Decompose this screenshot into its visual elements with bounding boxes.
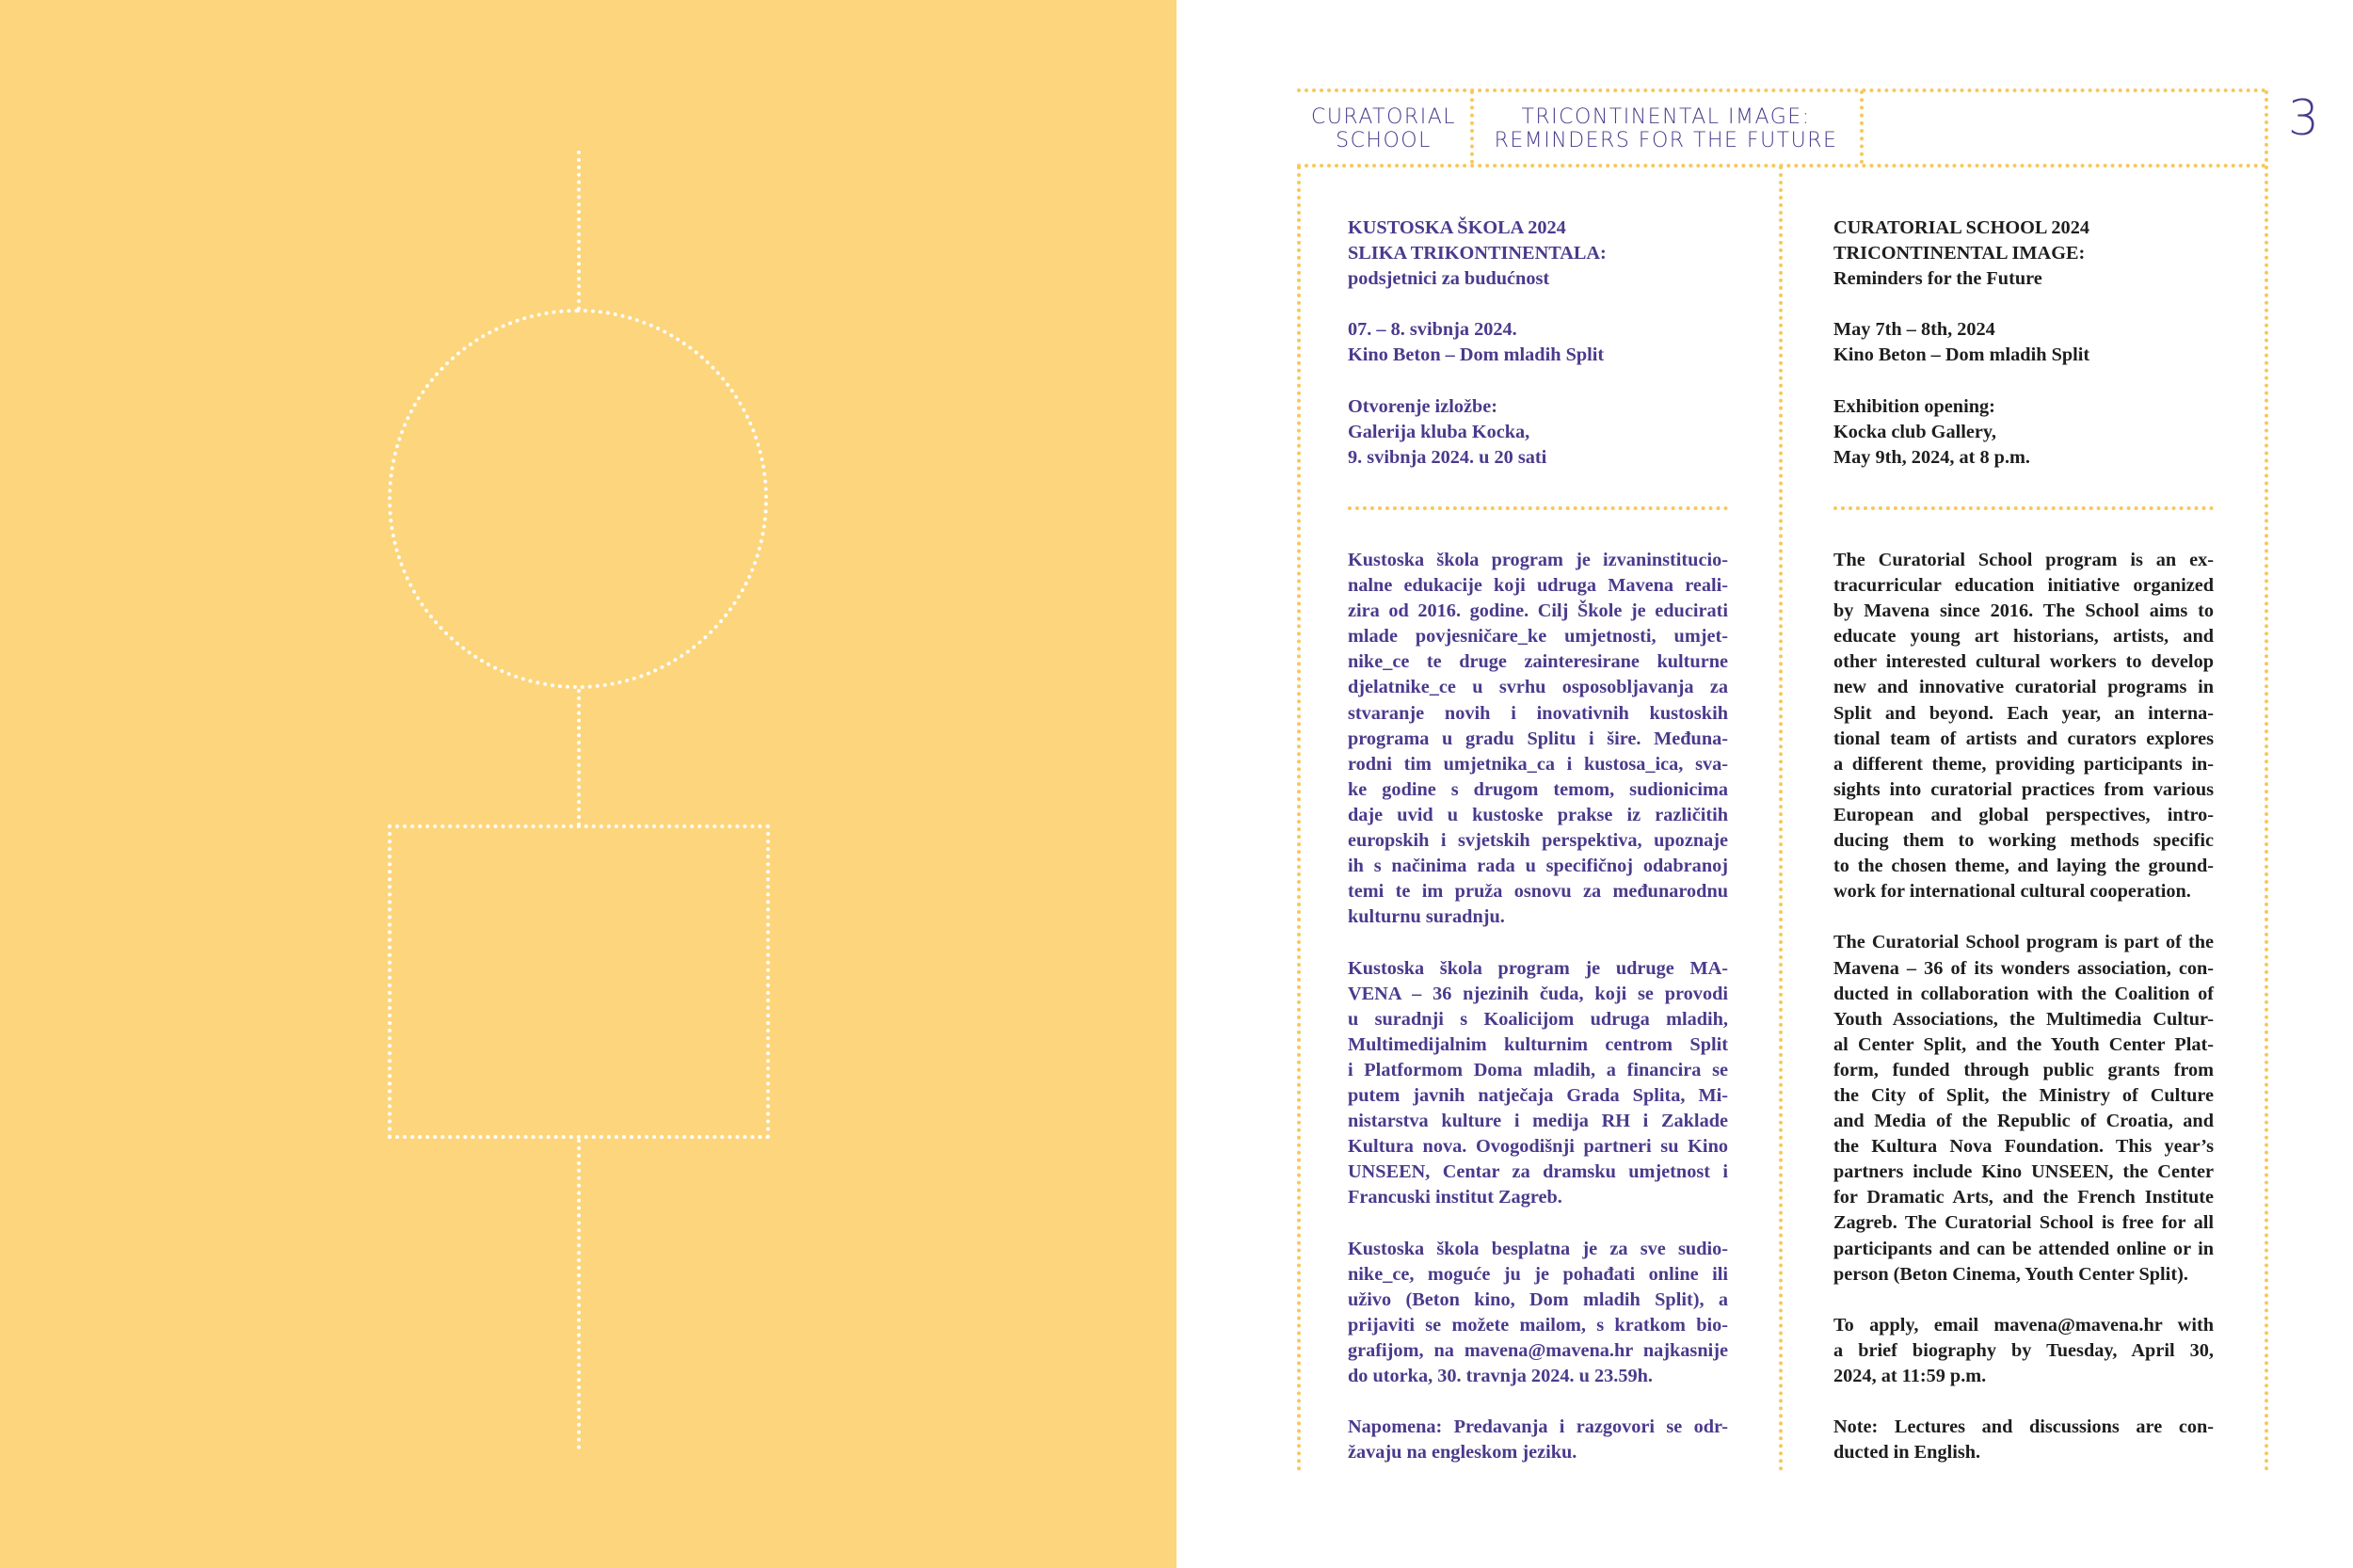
hr-paragraph-1: Kustoska škola program je izvaninstitucio- nalne edukacije koji udruga Mavena reali- zira od 2016. godine. Cilj Škole je educirati mlade povjesničare_ke umjetnosti, umjet- nike_ce te druge zainteresirane kulturne djelatnike_ce u svrhu osposobljavanja za stvaranje novih i inovativnih kustoskih programa u gradu Splitu i šire. Međuna- rodni tim umjetnika_ca i kustosa_ica, sva- ke godine s drugom temom, sudionicima daje uvid u kustoske prakse iz različitih europskih i svjetskih perspektiva, upoznaje ih s načinima rada u specifičnoj odabranoj temi te im pruža osnovu za međunarodnu kulturnu suradnju. <box>1348 550 1728 928</box>
hr-opening-3: 9. svibnja 2024. u 20 sati <box>1348 446 1547 468</box>
hr-heading-3: podsjetnici za budućnost <box>1348 268 1550 290</box>
frame-right-border <box>2265 90 2268 1472</box>
hr-dates-2: Kino Beton – Dom mladih Split <box>1348 344 1605 366</box>
dotted-line-top <box>577 151 581 311</box>
croatian-column-body <box>1348 548 1728 1465</box>
hr-paragraph-3: Kustoska škola besplatna je za sve sudio- nike_ce, moguće ju je pohađati online ili uživo (Beton kino, Dom mladih Split), a prijaviti se možete mailom, s kratkom bio- grafijom, na mavena@mavena.hr najkasnije do utorka, 30. travnja 2024. u 23.59h. <box>1348 1238 1728 1386</box>
en-paragraph-2: The Curatorial School program is part of the Mavena – 36 of its wonders association, con- ducted in collaboration with the Coalition of Youth Associations, the Multimedia Cultur- al Center Split, and the Youth Center Plat- form, funded through public grants from the City of Split, the Ministry of Culture and Media of the Republic of Croatia, and the Kultura Nova Foundation. This year’s partners include Kino UNSEEN, the Center for Dramatic Arts, and the French Institute Zagreb. The Curatorial School is free for all participants and can be attended online or in person (Beton Cinema, Youth Center Split). <box>1833 932 2214 1285</box>
hr-paragraph-4: Napomena: Predavanja i razgovori se odr- žavaju na engleskom jeziku. <box>1348 1416 1728 1464</box>
en-opening-3: May 9th, 2024, at 8 p.m. <box>1833 446 2031 468</box>
hr-heading-1: KUSTOSKA ŠKOLA 2024 <box>1348 217 1566 238</box>
en-paragraph-1: The Curatorial School program is an ex- tracurricular education initiative organized by Mavena since 2016. The School aims to educate young art historians, artists, and other interested cultural workers to develop new and innovative curatorial programs in Split and beyond. Each year, an interna- tional team of artists and curators explores a different theme, providing participants in- sights into curatorial practices from various European and global perspectives, intro- ducing them to working methods specific to the chosen theme, and laying the ground- work for international cultural cooperation. <box>1833 550 2214 903</box>
hr-opening-1: Otvorenje izložbe: <box>1348 395 1498 417</box>
en-paragraph-4: Note: Lectures and discussions are con- ducted in English. <box>1833 1416 2214 1464</box>
header-top-rule <box>1297 88 2266 92</box>
en-heading-3: Reminders for the Future <box>1833 268 2042 290</box>
en-heading-1: CURATORIAL SCHOOL 2024 <box>1833 217 2089 238</box>
en-dates-2: Kino Beton – Dom mladih Split <box>1833 344 2090 366</box>
en-dates-1: May 7th – 8th, 2024 <box>1833 319 1995 341</box>
en-opening-1: Exhibition opening: <box>1833 395 1995 417</box>
dotted-circle <box>388 309 768 689</box>
frame-left-border <box>1297 166 1301 1472</box>
header-tab-title: TRICONTINENTAL IMAGE: REMINDERS FOR THE FUTURE <box>1494 105 1838 152</box>
en-opening-2: Kocka club Gallery, <box>1833 421 1996 442</box>
dotted-line-bottom <box>577 1139 581 1449</box>
dotted-line-middle <box>577 689 581 826</box>
hr-dates-1: 07. – 8. svibnja 2024. <box>1348 319 1517 341</box>
page-number: 3 <box>2287 90 2319 147</box>
english-column-intro <box>1833 216 2214 471</box>
croatian-column-intro <box>1348 216 1728 471</box>
english-section-rule <box>1833 506 2214 510</box>
hr-paragraph-2: Kustoska škola program je udruge MA- VENA – 36 njezinih čuda, koji se provodi u suradnji s Koalicijom udruga mladih, Multimedijalnim kulturnim centrom Split i Platformom Doma mladih, a financira se putem javnih natječaja Grada Splita, Mi- nistarstva kulture i medija RH i Zaklade Kultura nova. Ovogodišnji partneri su Kino UNSEEN, Centar za dramsku umjetnost i Francuski institut Zagreb. <box>1348 957 1728 1208</box>
left-decorative-page <box>0 0 1176 1568</box>
english-column-body <box>1833 548 2214 1465</box>
header-divider-2 <box>1860 90 1864 164</box>
header-tab-curatorial-school: CURATORIAL SCHOOL <box>1310 105 1457 152</box>
croatian-section-rule <box>1348 506 1728 510</box>
en-paragraph-3: To apply, email mavena@mavena.hr with a brief biography by Tuesday, April 30, 2024, at 11:59 p.m. <box>1833 1314 2214 1386</box>
en-heading-2: TRICONTINENTAL IMAGE: <box>1833 243 2086 264</box>
dotted-square <box>388 824 770 1139</box>
hr-opening-2: Galerija kluba Kocka, <box>1348 421 1530 442</box>
frame-center-border <box>1779 166 1783 1472</box>
right-text-page <box>1176 0 2353 1568</box>
hr-heading-2: SLIKA TRIKONTINENTALA: <box>1348 243 1607 264</box>
